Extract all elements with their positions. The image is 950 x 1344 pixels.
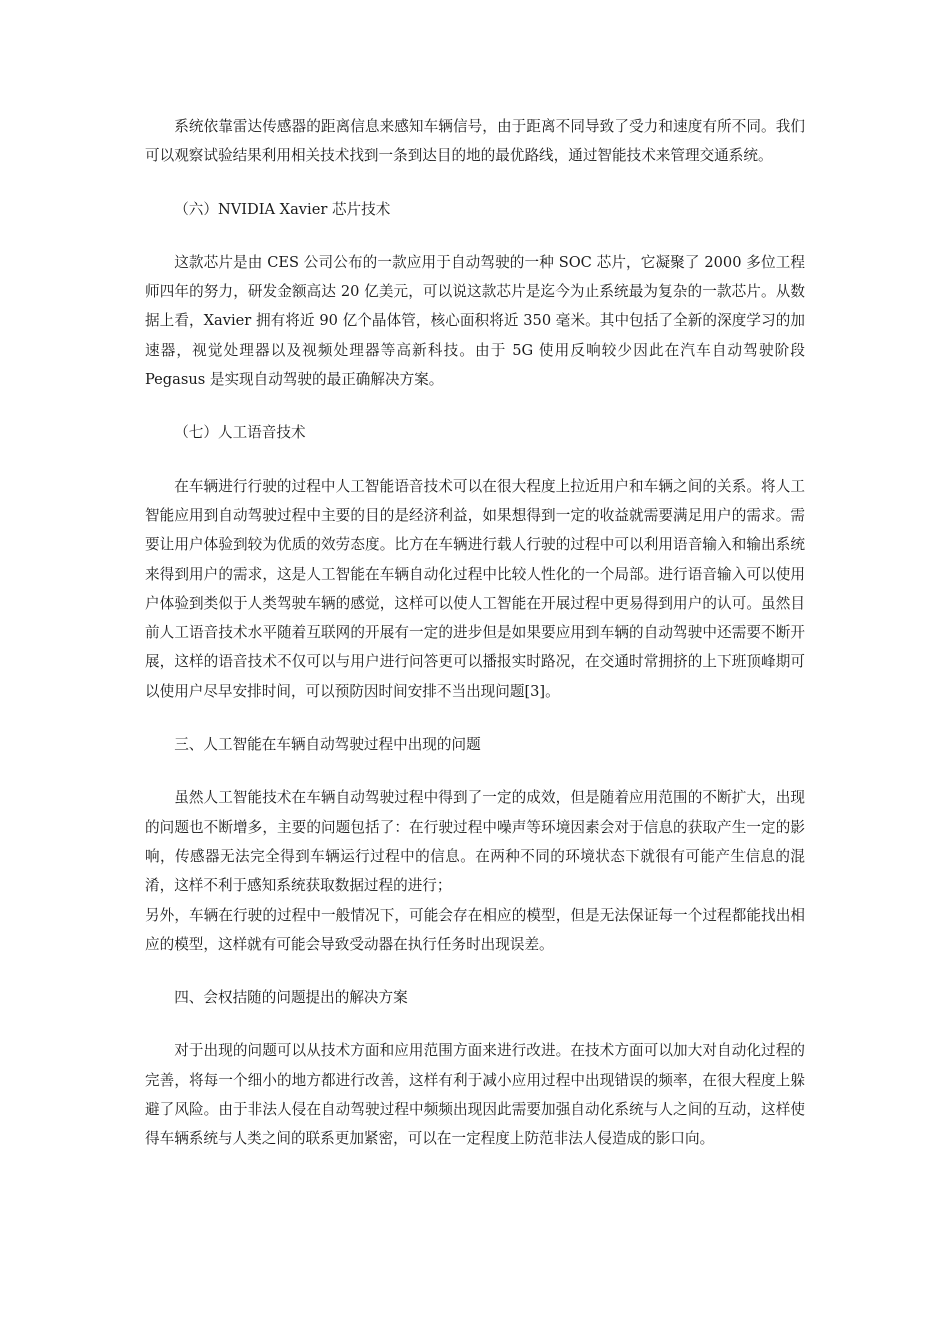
paragraph-problems-part1: 虽然人工智能技术在车辆自动驾驶过程中得到了一定的成效，但是随着应用范围的不断扩大，出现的问题也不断增多，主要的问题包括了：在行驶过程中噪声等环境因素会对于信息的获取产生一定的影响，传感器无法完全得到车辆运行过程中的信息。在两种不同的环境状态下就很有可能产生信息的混淆，这样不利于感知系统获取数据过程的进行； <box>145 789 805 895</box>
paragraph-voice-tech: 在车辆进行行驶的过程中人工智能语音技术可以在很大程度上拉近用户和车辆之间的关系。将人工智能应用到自动驾驶过程中主要的目的是经济利益，如果想得到一定的收益就需要满足用户的需求。需要让用户体验到较为优质的效劳态度。比方在车辆进行载人行驶的过程中可以利用语音输入和输出系统来得到用户的需求，这是人工智能在车辆自动化过程中比较人性化的一个局部。进行语音输入可以使用户体验到类似于人类驾驶车辆的感觉，这样可以使人工智能在开展过程中更易得到用户的认可。虽然目前人工语音技术水平随着互联网的开展有一定的进步但是如果要应用到车辆的自动驾驶中还需要不断开展，这样的语音技术不仅可以与用户进行问答更可以播报实时路况，在交通时常拥挤的上下班顶峰期可以使用户尽早安排时间，可以预防因时间安排不当出现问题[3]。 <box>145 477 805 700</box>
paragraph-radar-sensing: 系统依靠雷达传感器的距离信息来感知车辆信号，由于距离不同导致了受力和速度有所不同。我们可以观察试验结果利用相关技术找到一条到达目的地的最优路线，通过智能技术来管理交通系统。 <box>145 118 805 165</box>
document-page <box>145 112 805 1178</box>
paragraph-xavier-chip: 这款芯片是由 CES 公司公布的一款应用于自动驾驶的一种 SOC 芯片，它凝聚了 2000 多位工程师四年的努力，研发金额高达 20 亿美元，可以说这款芯片是迄今为止系统最为复杂的一款芯片。从数据上看，Xavier 拥有将近 90 亿个晶体管，核心面积将近 350 毫米。其中包括了全新的深度学习的加速器，视觉处理器以及视频处理器等高新科技。由于 5G 使用反响较少因此在汽车自动驾驶阶段 Pegasus 是实现自动驾驶的最正确解决方案。 <box>145 253 805 389</box>
section-heading-voice: （七）人工语音技术 <box>174 424 306 442</box>
section-heading-solutions: 四、会权拮随的问题提出的解决方案 <box>174 989 408 1007</box>
paragraph-problems-part2: 另外，车辆在行驶的过程中一般情况下，可能会存在相应的模型，但是无法保证每一个过程都能找出相应的模型，这样就有可能会导致受动器在执行任务时出现误差。 <box>145 906 805 953</box>
section-heading-problems: 三、人工智能在车辆自动驾驶过程中出现的问题 <box>174 736 481 754</box>
paragraph-solutions: 对于出现的问题可以从技术方面和应用范围方面来进行改进。在技术方面可以加大对自动化过程的完善，将每一个细小的地方都进行改善，这样有利于减小应用过程中出现错误的频率，在很大程度上躲避了风险。由于非法人侵在自动驾驶过程中频频出现因此需要加强自动化系统与人之间的互动，这样使得车辆系统与人类之间的联系更加紧密，可以在一定程度上防范非法人侵造成的影口向。 <box>145 1042 805 1148</box>
paragraph-problems <box>145 783 805 959</box>
section-heading-xavier: （六）NVIDIA Xavier 芯片技术 <box>174 200 391 218</box>
